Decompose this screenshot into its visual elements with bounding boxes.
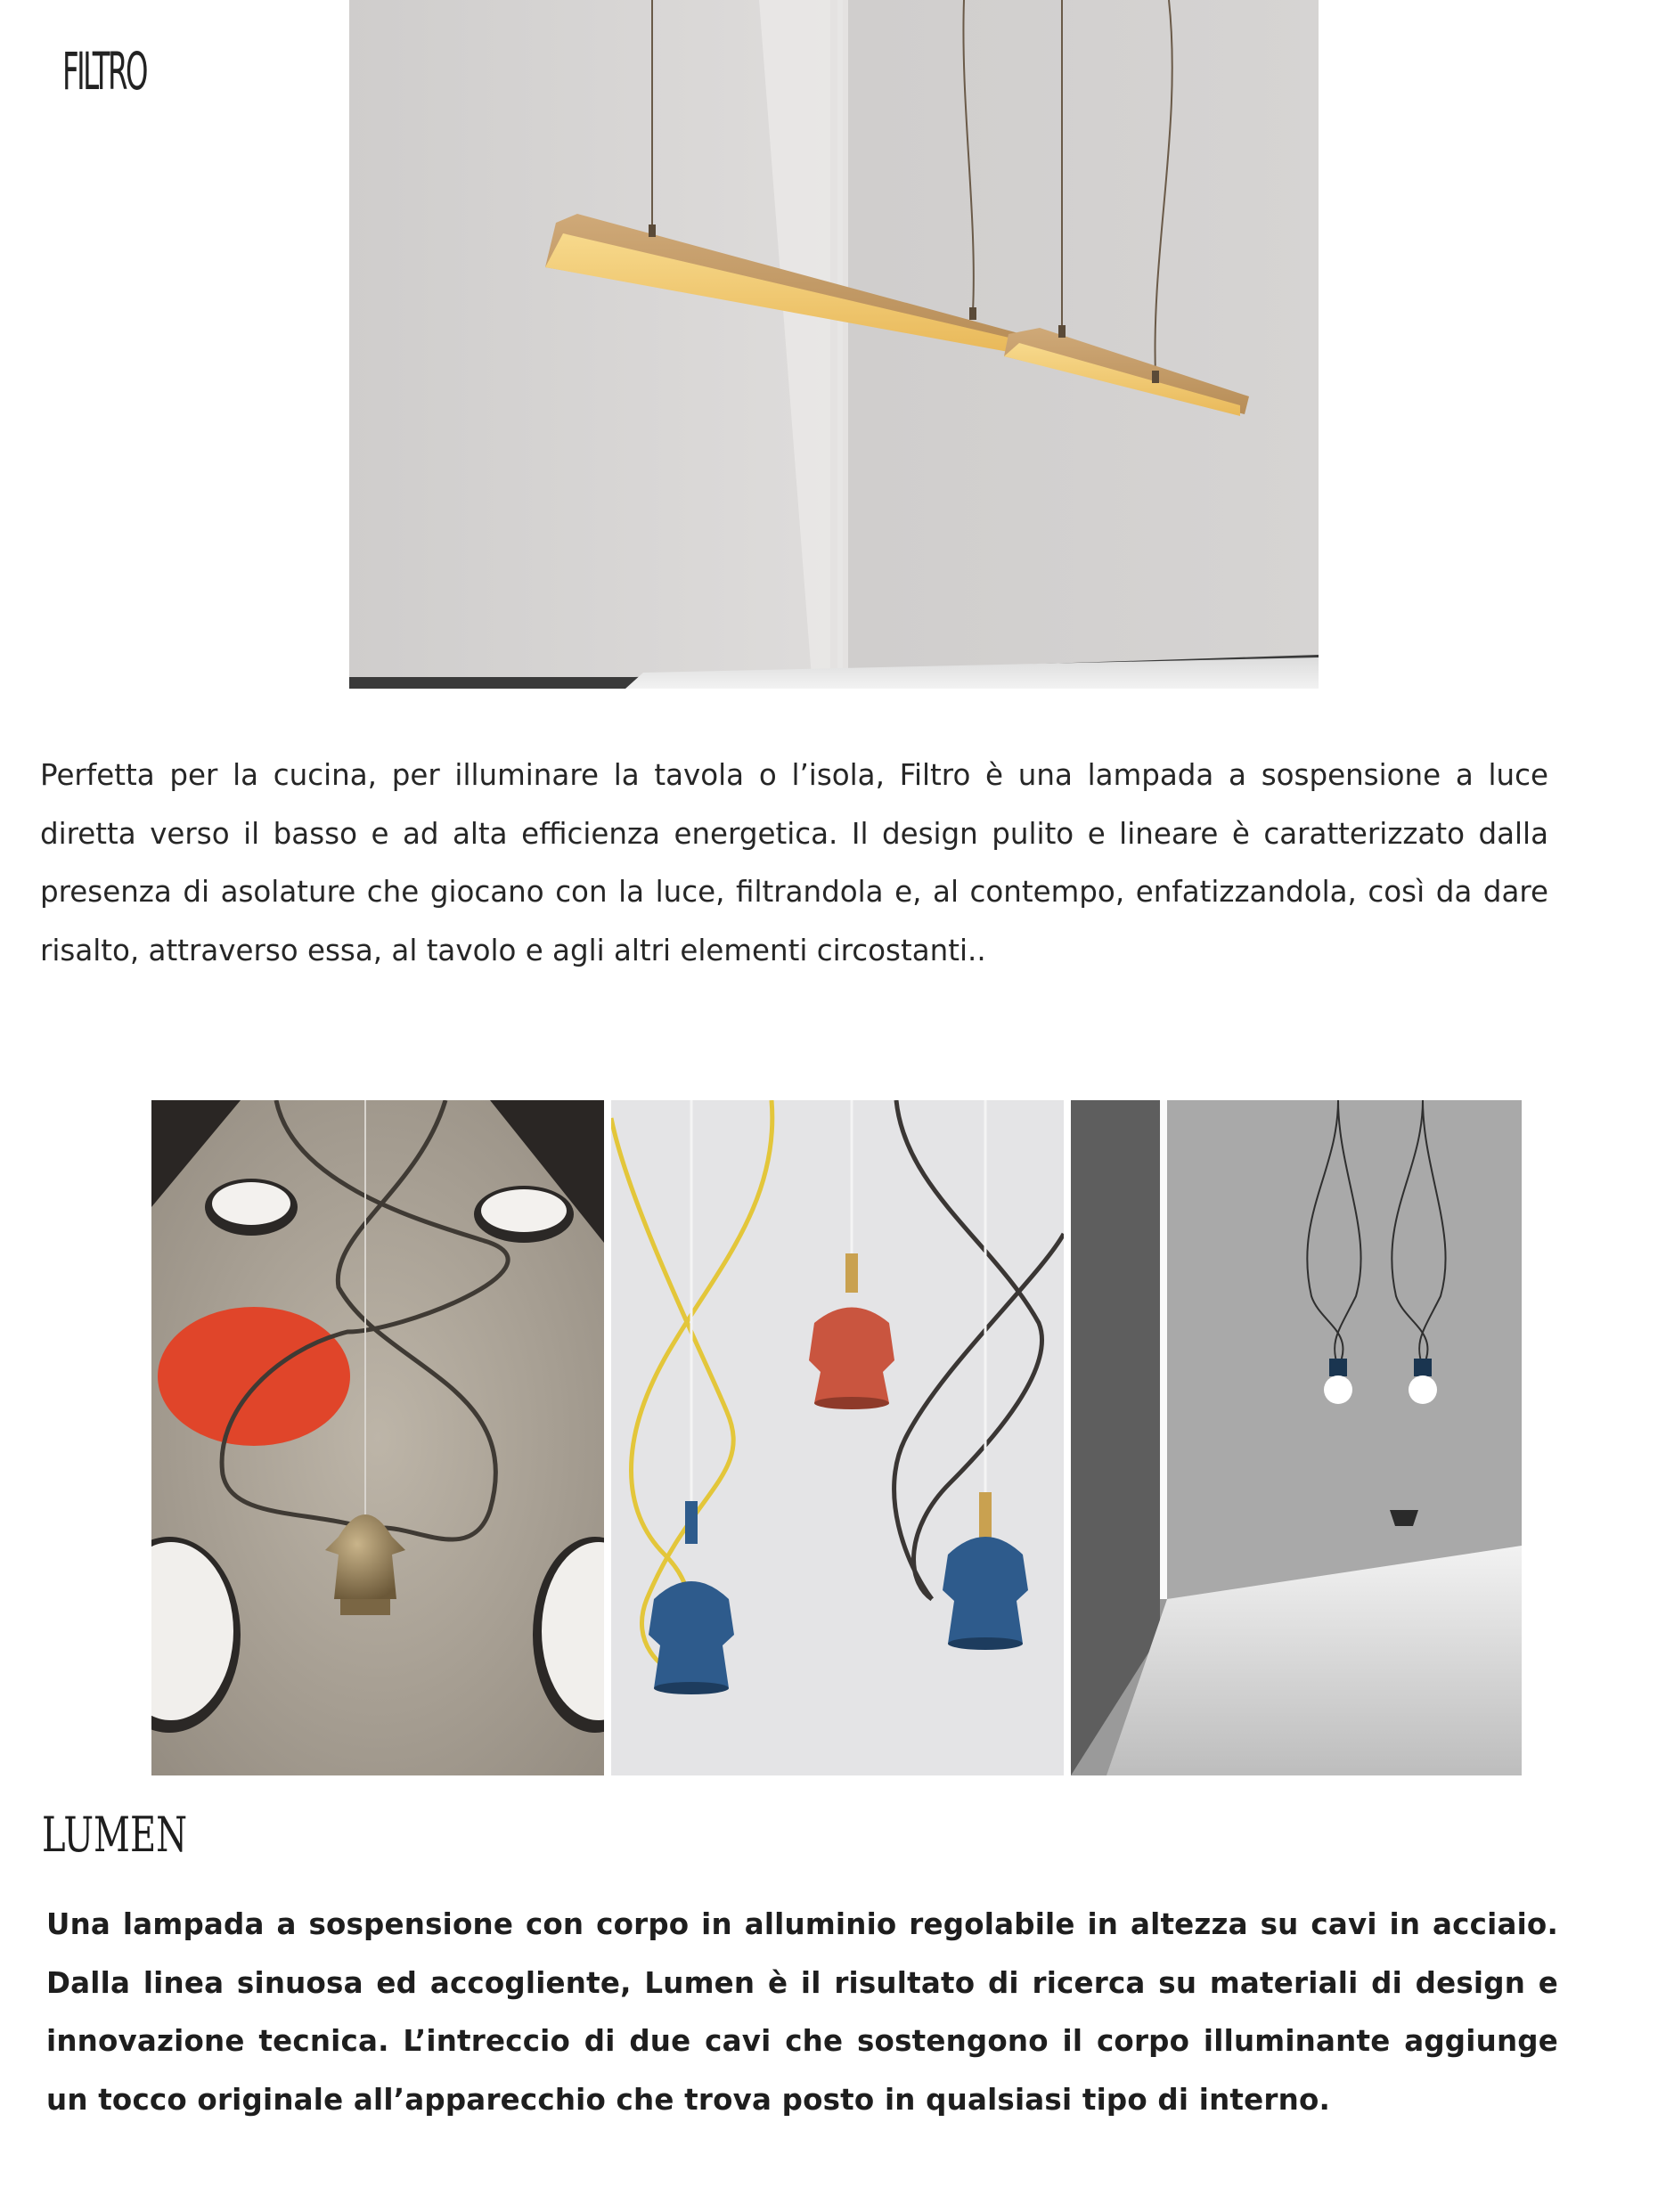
section-title-lumen: LUMEN bbox=[42, 1807, 188, 1863]
lumen-photo-table bbox=[151, 1100, 604, 1775]
filtro-description: Perfetta per la cucina, per illuminare la tavola o l’isola, Filtro è una lampada a sospensione a luce diretta verso il basso e ad alta efficienza energetica. Il design pulito e lineare è caratterizzato dalla presenza di asolature che giocano con la luce, filtrandola e, al contempo, enfatizzandola, così da dare risalto, attraverso essa, al tavolo e agli altri elementi circostanti.. bbox=[40, 758, 1548, 967]
lumen-photo-colors bbox=[611, 1100, 1064, 1775]
filtro-lamp-photo bbox=[349, 0, 1319, 689]
lumen-photo-room bbox=[1071, 1100, 1522, 1775]
section-title-filtro: FILTRO bbox=[62, 41, 147, 102]
lumen-description: Una lampada a sospensione con corpo in alluminio regolabile in altezza su cavi in acciaio. Dalla linea sinuosa ed accogliente, Lumen è il risultato di ricerca su materiali di design e innovazione tecnica. L’intreccio di due cavi che sostengono il corpo illuminante aggiunge un tocco originale all’apparecchio che trova posto in qualsiasi tipo di interno. bbox=[46, 1907, 1558, 2117]
